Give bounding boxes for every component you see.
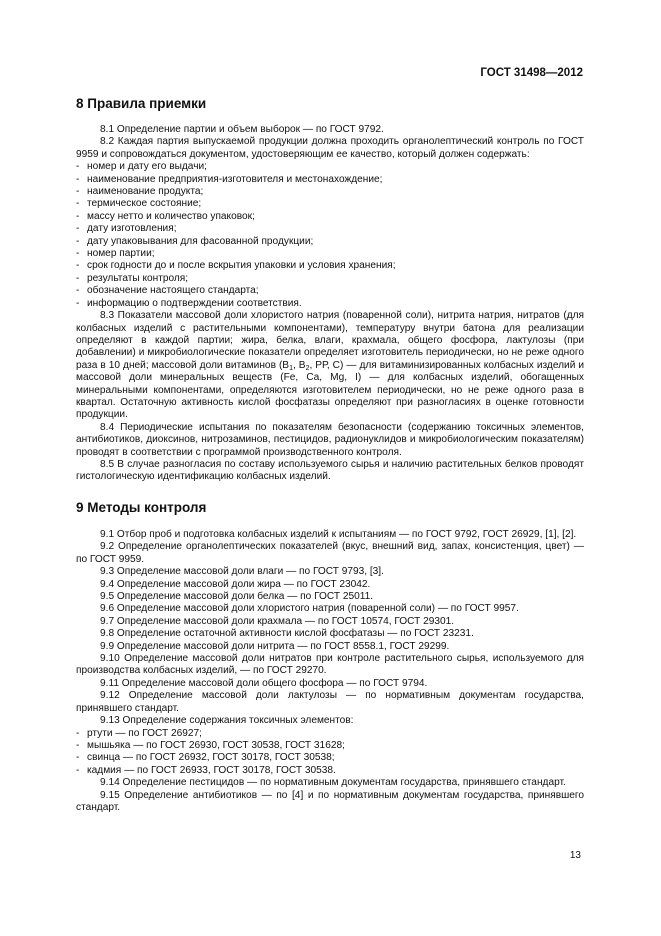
document-code: ГОСТ 31498—2012 [480, 67, 583, 79]
section-8-body [76, 124, 584, 484]
list-item: - результаты контроля; [76, 272, 189, 284]
paragraph-9-15: 9.15 Определение антибиотиков — по [4] и по нормативным документам государства, принявшего стандарт. [76, 789, 584, 813]
paragraph-9-10: 9.10 Определение массовой доли нитратов при контроле растительного сырья, используемого для производства колбасных изделий, — по ГОСТ 29270. [76, 653, 584, 677]
paragraph-9-2: 9.2 Определение органолептических показателей (вкус, внешний вид, запах, консистенция, цвет) — по ГОСТ 9959. [76, 541, 584, 565]
paragraph-8-5: 8.5 В случае разногласия по составу используемого сырья и наличию растительных белков проводят гистологическую идентификацию колбасных изделий. [76, 458, 584, 483]
list-item: - дату упаковывания для фасованной продукции; [76, 235, 314, 247]
paragraph-9-11: 9.11 Определение массовой доли общего фосфора — по ГОСТ 9794. [100, 677, 428, 689]
list-item: - информацию о подтверждении соответствия. [76, 297, 302, 309]
list-item: - наименование продукта; [76, 186, 204, 198]
paragraph-9-14: 9.14 Определение пестицидов — по нормативным документам государства, принявшего стандарт. [100, 777, 566, 789]
paragraph-9-9: 9.9 Определение массовой доли нитрита — по ГОСТ 8558.1, ГОСТ 29299. [100, 640, 450, 652]
list-item: - наименование предприятия-изготовителя и местонахождение; [76, 173, 383, 185]
list-item: - свинца — по ГОСТ 26932, ГОСТ 30178, ГОСТ 30538; [76, 752, 335, 764]
paragraph-9-13: 9.13 Определение содержания токсичных элементов: [100, 715, 354, 727]
list-item: - ртути — по ГОСТ 26927; [76, 727, 202, 739]
list-item: - дату изготовления; [76, 223, 177, 235]
list-item: - термическое состояние; [76, 198, 202, 210]
toxic-elements-list [76, 728, 584, 778]
paragraph-8-2: 8.2 Каждая партия выпускаемой продукции должна проходить органолептический контроль по ГОСТ 9959 и сопровождаться документом, удостоверяющим ее качество, который должен содержать: [76, 136, 584, 160]
list-item: - номер и дату его выдачи; [76, 161, 207, 173]
paragraph-9-3: 9.3 Определение массовой доли влаги — по ГОСТ 9793, [3]. [100, 566, 384, 578]
paragraph-9-4: 9.4 Определение массовой доли жира — по ГОСТ 23042. [100, 578, 371, 590]
paragraph-8-4: 8.4 Периодические испытания по показателям безопасности (содержанию токсичных элементов, антибиотиков, диоксинов, нитрозаминов, пестицидов, радионуклидов и микробиологическим показателям) проводят в соответствии с программой производственного контроля. [76, 421, 584, 458]
list-item: - мышьяка — по ГОСТ 26930, ГОСТ 30538, ГОСТ 31628; [76, 739, 345, 751]
paragraph-8-1: 8.1 Определение партии и объем выборок — по ГОСТ 9792. [100, 124, 384, 135]
paragraph-9-12: 9.12 Определение массовой доли лактулозы — по нормативным документам государства, принявшего стандарт. [76, 690, 584, 714]
paragraph-8-3: 8.3 Показатели массовой доли хлористого натрия (поваренной соли), нитрита натрия, нитратов (для колбасных изделий с растительными компонентами), температуру внутри батона для реализации определяют в каждой партии; жира, белка, влаги, крахмала, общего фосфора, лактулозы (при добавлении) и микробиологические показатели определяет изготовитель периодически, но не реже одного раза в 10 дней; массовой доли витаминов ($В_1$, $В_2$, РР, С) — для витаминизированных колбасных изделий и массовой доли минеральных веществ (Fe, Ca, Mg, I) — для колбасных изделий, обогащенных минеральными компонентами, определяются изготовителем периодически, но не реже одного раза в квартал. Остаточную активность кислой фосфатазы определяют при разногласиях в оценке готовности продукции. [76, 310, 585, 421]
list-item: - обозначение настоящего стандарта; [76, 285, 259, 297]
paragraph-9-1: 9.1 Отбор проб и подготовка колбасных изделий к испытаниям — по ГОСТ 9792, ГОСТ 26929, [1], [2]. [100, 529, 577, 540]
paragraph-9-8: 9.8 Определение остаточной активности кислой фосфатазы — по ГОСТ 23231. [100, 628, 474, 640]
list-item: - массу нетто и количество упаковок; [76, 210, 255, 222]
page-number: 13 [569, 850, 581, 861]
paragraph-9-6: 9.6 Определение массовой доли хлористого натрия (поваренной соли) — по ГОСТ 9957. [100, 603, 519, 615]
section-9-body [76, 529, 584, 814]
section-9-title: 9 Методы контроля [76, 500, 207, 515]
paragraph-9-5: 9.5 Определение массовой доли белка — по ГОСТ 25011. [100, 591, 374, 603]
document-contents-list [76, 161, 584, 310]
list-item: - кадмия — по ГОСТ 26933, ГОСТ 30178, ГОСТ 30538. [76, 764, 336, 776]
section-8-title: 8 Правила приемки [76, 96, 207, 111]
list-item: - срок годности до и после вскрытия упаковки и условия хранения; [76, 260, 396, 272]
list-item: - номер партии; [76, 248, 155, 260]
paragraph-9-7: 9.7 Определение массовой доли крахмала — по ГОСТ 10574, ГОСТ 29301. [100, 615, 455, 627]
